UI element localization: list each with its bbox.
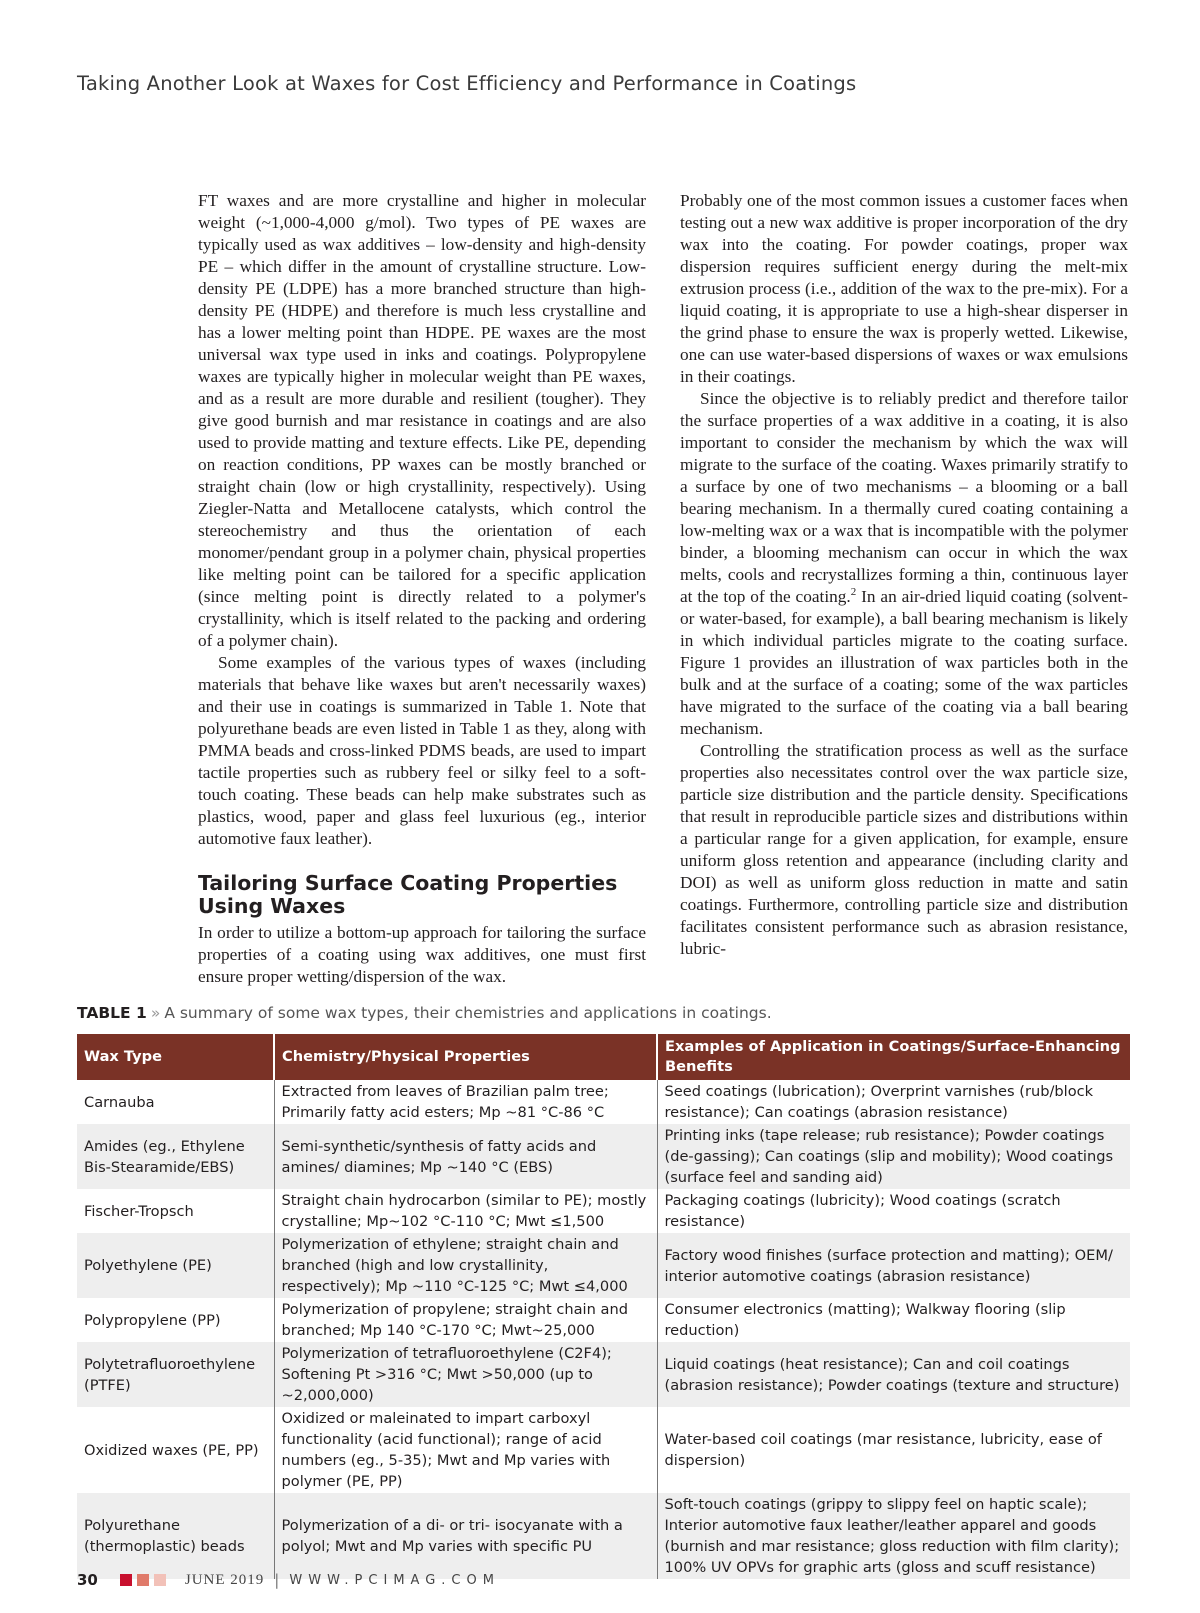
table-row — [77, 1233, 1130, 1298]
chemistry-cell: Polymerization of a di- or tri- isocyanate with a polyol; Mwt and Mp varies with specific PU — [274, 1493, 657, 1579]
application-cell: Packaging coatings (lubricity); Wood coatings (scratch resistance) — [657, 1189, 1130, 1233]
table-caption — [77, 1004, 772, 1022]
section-heading: Tailoring Surface Coating Properties Using Waxes — [198, 871, 618, 918]
wax-table — [77, 1034, 1130, 1579]
chemistry-cell: Semi-synthetic/synthesis of fatty acids and amines/ diamines; Mp ~140 °C (EBS) — [274, 1124, 657, 1189]
table-row — [77, 1080, 1130, 1124]
chevron-icon: » — [150, 1004, 161, 1022]
table-header-row — [77, 1034, 1130, 1080]
column-header: Examples of Application in Coatings/Surface-Enhancing Benefits — [657, 1034, 1130, 1080]
chemistry-cell: Straight chain hydrocarbon (similar to PE); mostly crystalline; Mp~102 °C-110 °C; Mwt ≤1,500 — [274, 1189, 657, 1233]
body-paragraph — [680, 388, 1128, 740]
chemistry-cell: Polymerization of propylene; straight chain and branched; Mp 140 °C-170 °C; Mwt~25,000 — [274, 1298, 657, 1342]
body-paragraph: Controlling the stratification process as well as the surface properties also necessitates control over the wax particle size, particle size distribution and the particle density. Specifications that result in reproducible particle sizes and distributions within a particular range for a given application, for example, ensure uniform gloss retention and appearance (including clarity and DOI) as well as uniform gloss reduction in matte and satin coatings. Furthermore, controlling particle size and distribution facilitates consistent performance such as abrasion resistance, lubric- — [680, 741, 1128, 958]
reference-superscript: 2 — [850, 586, 857, 599]
application-cell: Soft-touch coatings (grippy to slippy feel on haptic scale); Interior automotive faux leather/leather apparel and goods (burnish and mar resistance; gloss reduction with film clarity); 100% UV OPVs for graphic arts (gloss and scuff resistance) — [657, 1493, 1130, 1579]
table-row — [77, 1189, 1130, 1233]
application-cell: Factory wood finishes (surface protection and matting); OEM/ interior automotive coatings (abrasion resistance) — [657, 1233, 1130, 1298]
table-row — [77, 1124, 1130, 1189]
wax-type-cell: Polypropylene (PP) — [77, 1298, 274, 1342]
chemistry-cell: Oxidized or maleinated to impart carboxyl functionality (acid functional); range of acid numbers (eg., 5-35); Mwt and Mp varies with polymer (PE, PP) — [274, 1407, 657, 1493]
page-number: 30 — [77, 1571, 98, 1589]
table-row — [77, 1298, 1130, 1342]
issue-date: JUNE 2019 — [184, 1571, 265, 1588]
body-paragraph: Probably one of the most common issues a customer faces when testing out a new wax additive is proper incorporation of the dry wax into the coating. For powder coatings, proper wax dispersion requires sufficient energy during the melt-mix extrusion process (i.e., addition of the wax to the pre-mix). For a liquid coating, it is appropriate to use a high-shear disperser in the grind phase to ensure the wax is properly wetted. Likewise, one can use water-based dispersions of waxes or wax emulsions in their coatings. — [680, 191, 1128, 386]
decorative-square — [120, 1574, 132, 1586]
left-column — [198, 190, 646, 988]
body-paragraph: In order to utilize a bottom-up approach for tailoring the surface properties of a coating using wax additives, one must first ensure proper wetting/dispersion of the wax. — [198, 923, 646, 986]
table-row — [77, 1342, 1130, 1407]
table-row — [77, 1493, 1130, 1579]
column-header: Wax Type — [77, 1034, 274, 1080]
page-footer — [77, 1571, 500, 1589]
table-row — [77, 1407, 1130, 1493]
wax-type-cell: Oxidized waxes (PE, PP) — [77, 1407, 274, 1493]
right-column — [680, 190, 1128, 960]
chemistry-cell: Polymerization of tetrafluoroethylene (C2F4); Softening Pt >316 °C; Mwt >50,000 (up to ~2,000,000) — [274, 1342, 657, 1407]
wax-type-cell: Polyethylene (PE) — [77, 1233, 274, 1298]
table-label: TABLE 1 — [77, 1004, 147, 1022]
table-caption-text: A summary of some wax types, their chemistries and applications in coatings. — [164, 1004, 772, 1022]
wax-type-cell: Carnauba — [77, 1080, 274, 1124]
table-body — [77, 1080, 1130, 1579]
paragraph-part: In an air-dried liquid coating (solvent- or water-based, for example), a ball bearing mechanism is likely in which individual particles migrate to the coating surface. Figure 1 provides an illustration of wax particles both in the bulk and at the surface of a coating; some of the wax particles have migrated to the surface of the coating via a ball bearing mechanism. — [680, 587, 1128, 738]
running-title: Taking Another Look at Waxes for Cost Efficiency and Performance in Coatings — [77, 72, 857, 95]
footer-separator: | — [274, 1571, 280, 1589]
column-header: Chemistry/Physical Properties — [274, 1034, 657, 1080]
paragraph-part: Since the objective is to reliably predict and therefore tailor the surface properties of a wax additive in a coating, it is also important to consider the mechanism by which the wax will migrate to the surface of the coating. Waxes primarily stratify to a surface by one of two mechanisms – a blooming or a ball bearing mechanism. In a thermally cured coating containing a low-melting wax or a wax that is incompatible with the polymer binder, a blooming mechanism can occur in which the wax melts, cools and recrystallizes forming a thin, continuous layer at the top of the coating. — [680, 389, 1128, 606]
application-cell: Water-based coil coatings (mar resistance, lubricity, ease of dispersion) — [657, 1407, 1130, 1493]
body-paragraph: Some examples of the various types of waxes (including materials that behave like waxes but aren't necessarily waxes) and their use in coatings is summarized in Table 1. Note that polyurethane beads are even listed in Table 1 as they, along with PMMA beads and cross-linked PDMS beads, are used to impart tactile properties such as rubbery feel or silky feel to a soft-touch coating. These beads can help make substrates such as plastics, wood, paper and glass feel luxurious (eg., interior automotive faux leather). — [198, 653, 646, 848]
application-cell: Printing inks (tape release; rub resistance); Powder coatings (de-gassing); Can coatings (slip and mobility); Wood coatings (surface feel and sanding aid) — [657, 1124, 1130, 1189]
chemistry-cell: Extracted from leaves of Brazilian palm tree; Primarily fatty acid esters; Mp ~81 °C-86 °C — [274, 1080, 657, 1124]
decorative-square — [154, 1574, 166, 1586]
decorative-square — [137, 1574, 149, 1586]
wax-type-cell: Fischer-Tropsch — [77, 1189, 274, 1233]
website-link[interactable]: WWW.PCIMAG.COM — [289, 1572, 500, 1588]
application-cell: Seed coatings (lubrication); Overprint varnishes (rub/block resistance); Can coatings (abrasion resistance) — [657, 1080, 1130, 1124]
wax-type-cell: Polytetrafluoroethylene (PTFE) — [77, 1342, 274, 1407]
wax-type-cell: Polyurethane (thermoplastic) beads — [77, 1493, 274, 1579]
body-paragraph: FT waxes and are more crystalline and higher in molecular weight (~1,000-4,000 g/mol). Two types of PE waxes are typically used as wax additives – low-density and high-density PE – which differ in the amount of crystalline structure. Low-density PE (LDPE) has a more branched structure than high-density PE (HDPE) and therefore is much less crystalline and has a lower melting point than HDPE. PE waxes are the most universal wax type used in inks and coatings. Polypropylene waxes are typically higher in molecular weight than PE waxes, and as a result are more durable and resilient (tougher). They give good burnish and mar resistance in coatings and are also used to provide matting and texture effects. Like PE, depending on reaction conditions, PP waxes can be mostly branched or straight chain (low or high crystallinity, respectively). Using Ziegler-Natta and Metallocene catalysts, which control the stereochemistry and thus the orientation of each monomer/pendant group in a polymer chain, physical properties like melting point can be tailored for a specific application (since melting point is directly related to a polymer's crystallinity, which is itself related to the packing and ordering of a polymer chain). — [198, 191, 646, 650]
application-cell: Liquid coatings (heat resistance); Can and coil coatings (abrasion resistance); Powder coatings (texture and structure) — [657, 1342, 1130, 1407]
wax-type-cell: Amides (eg., Ethylene Bis-Stearamide/EBS) — [77, 1124, 274, 1189]
chemistry-cell: Polymerization of ethylene; straight chain and branched (high and low crystallinity, respectively); Mp ~110 °C-125 °C; Mwt ≤4,000 — [274, 1233, 657, 1298]
application-cell: Consumer electronics (matting); Walkway flooring (slip reduction) — [657, 1298, 1130, 1342]
